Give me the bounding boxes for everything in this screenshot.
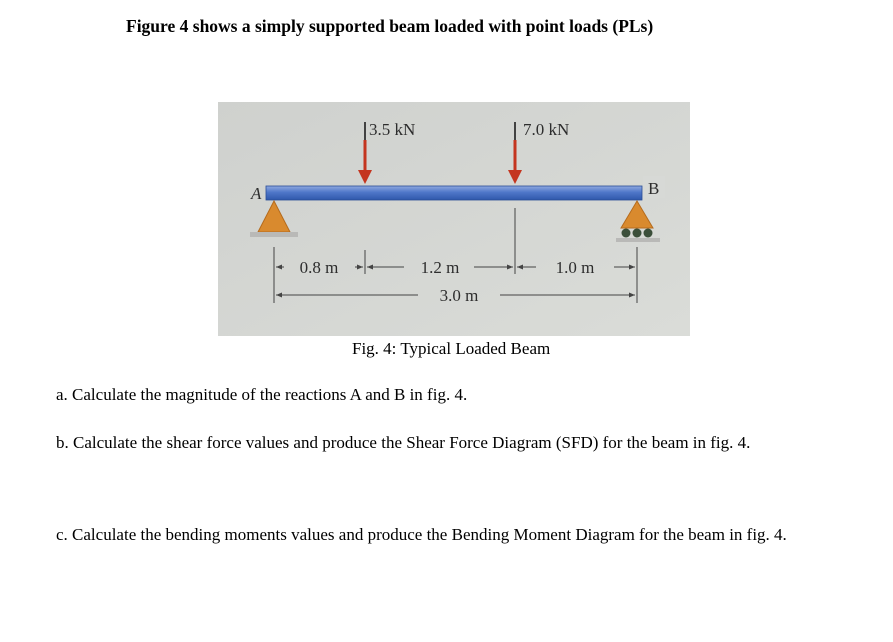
- load-1-label: 3.5 kN: [369, 120, 416, 139]
- beam-diagram: [218, 102, 690, 336]
- total-span-label: 3.0 m: [439, 286, 479, 305]
- support-b-wheel: [633, 229, 642, 238]
- question-b: b. Calculate the shear force values and produce the Shear Force Diagram (SFD) for the beam in fig. 4.: [56, 433, 751, 452]
- support-b-wheel: [622, 229, 631, 238]
- support-b-base: [616, 238, 660, 242]
- support-a-label: A: [251, 184, 262, 203]
- span-2-label: 1.2 m: [420, 258, 460, 277]
- support-b-wheel: [644, 229, 653, 238]
- support-b-label: B: [648, 179, 660, 198]
- support-a-base: [250, 232, 298, 237]
- span-3-label: 1.0 m: [555, 258, 595, 277]
- beam: [266, 186, 642, 200]
- beam-figure: [218, 102, 690, 336]
- question-c: c. Calculate the bending moments values and produce the Bending Moment Diagram for the beam in fig. 4.: [56, 525, 787, 544]
- load-2-label: 7.0 kN: [523, 120, 570, 139]
- page-heading: Figure 4 shows a simply supported beam loaded with point loads (PLs): [126, 16, 654, 36]
- span-1-label: 0.8 m: [299, 258, 339, 277]
- question-a: a. Calculate the magnitude of the reactions A and B in fig. 4.: [56, 385, 468, 404]
- figure-caption: Fig. 4: Typical Loaded Beam: [352, 339, 551, 358]
